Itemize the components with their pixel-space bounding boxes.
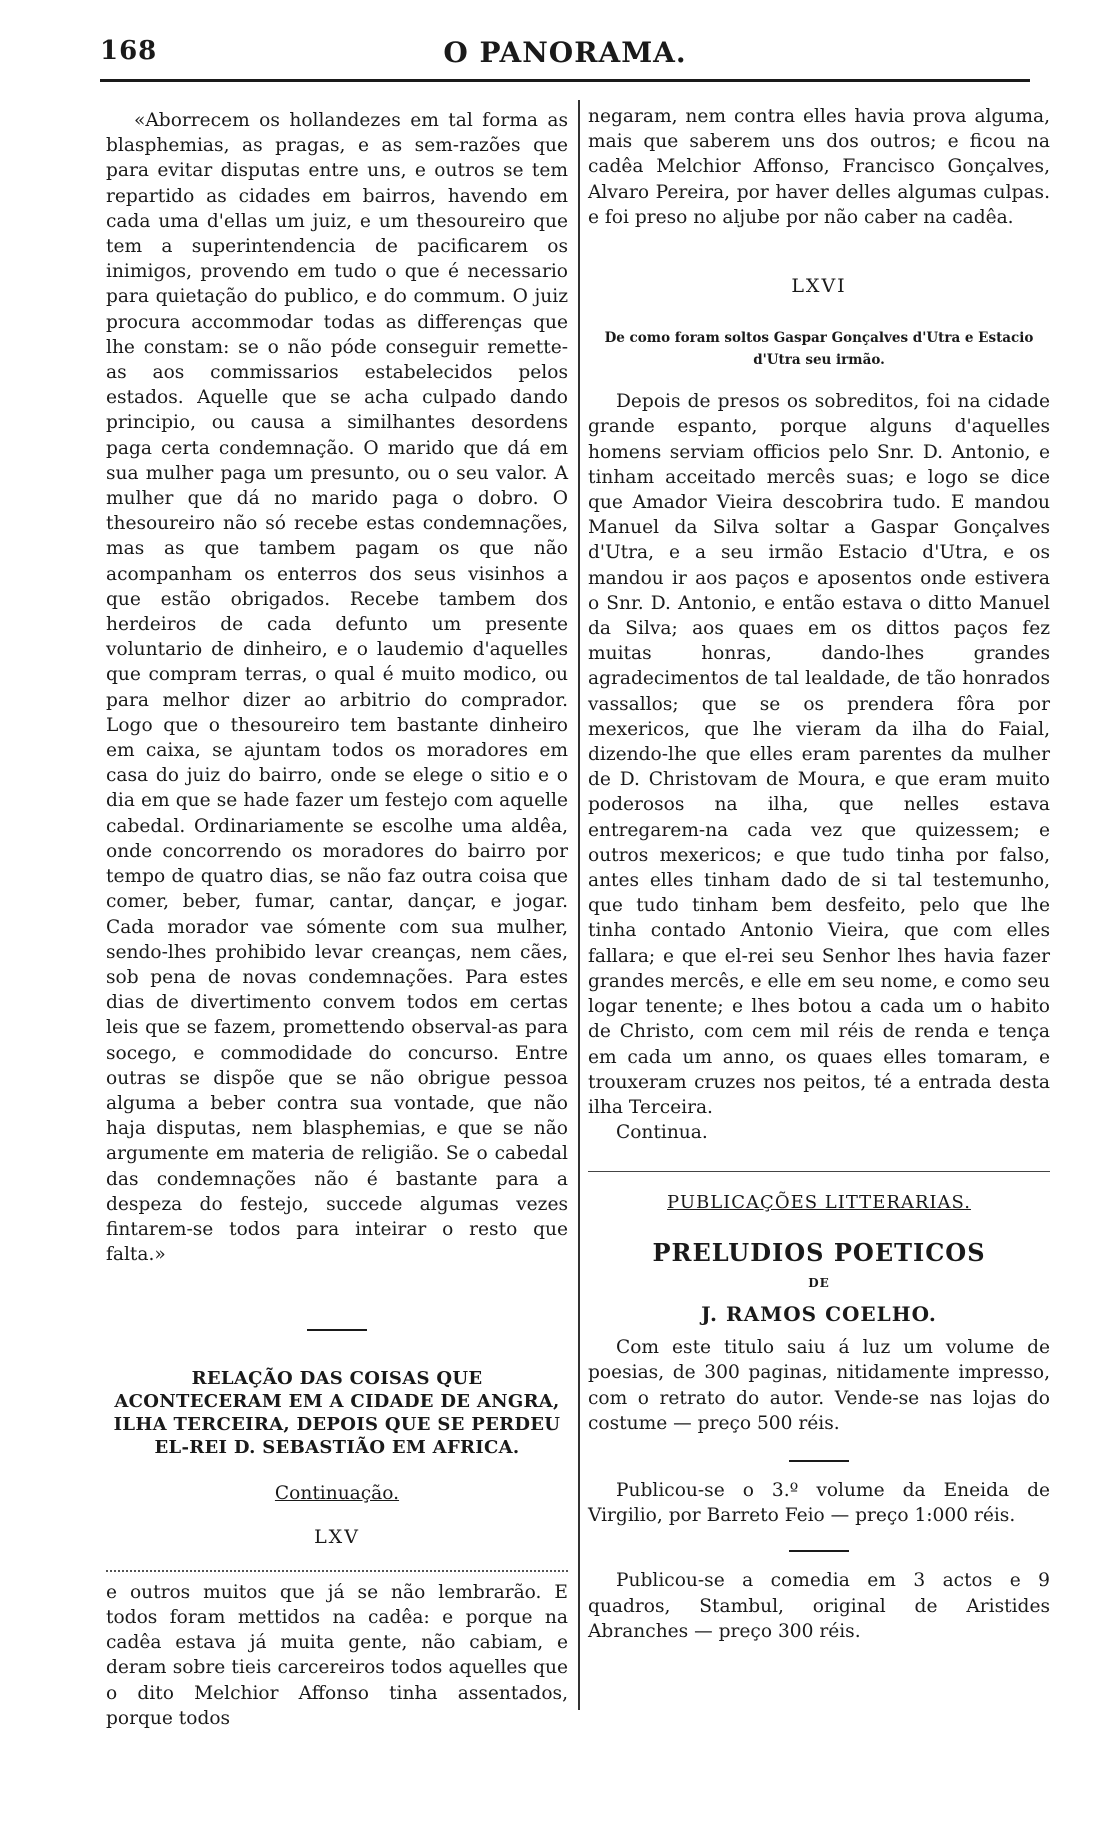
journal-title: O PANORAMA. bbox=[443, 36, 687, 69]
chapter-label-lxvi: LXVI bbox=[791, 275, 847, 298]
chapter-lxvi-paragraph: Depois de presos os sobreditos, foi na cidade grande espanto, porque alguns d'aquelles homens serviam officios pelo Snr. D. Antonio, e tinham acceitado mercês suas; e logo se dice que Amador Vieira descobrira tudo. E mandou Manuel da Silva soltar a Gaspar Gonçalves d'Utra, e a seu irmão Estacio d'Utra, e os mandou ir aos paços e aposentos onde estivera o Snr. D. Antonio, e então estava o ditto Manuel da Silva; aos quaes em os dittos paços fez muitas honras, dando-lhes grandes agradecimentos de tal lealdade, de tão honrados vassallos; que se os prendera fôra por mexericos, que lhe vieram da ilha do Faial, dizendo-lhe que elles eram parentes da mulher de D. Christovam de Moura, e que eram muito poderosos na ilha, que nelles estava entregarem-na cada vez que quizessem; e outros mexericos; e que tudo tinha por falso, antes elles tinham dado de si tal testemunho, que tudo tinham bem desfeito, pelo que lhe tinha contado Antonio Vieira, que com elles fallara; e que el-rei seu Senhor lhes havia fazer grandes mercês, e elle em seu nome, e como seu logar tenente; e lhes botou a cada um o habito de Christo, com cem mil réis de renda e tença em cada um anno, os quaes elles tomaram, e trouxeram cruzes nos peitos, té a entrada desta ilha Terceira. bbox=[588, 391, 1050, 1118]
left-column bbox=[106, 108, 568, 1731]
book-paragraph: Com este titulo saiu á luz um volume de poesias, de 300 paginas, nitidamente impresso, com o retrato do autor. Vende-se nas lojas do costume — preço 500 réis. bbox=[588, 1337, 1050, 1434]
right-column bbox=[588, 104, 1050, 1644]
chapter-subtitle: De como foram soltos Gaspar Gonçalves d'Utra e Estacio d'Utra seu irmão. bbox=[604, 330, 1034, 369]
eneida-paragraph: Publicou-se o 3.º volume da Eneida de Virgilio, por Barreto Feio — preço 1:000 réis. bbox=[588, 1479, 1050, 1527]
chapter-lxv-paragraph: e outros muitos que já se não lembrarão. E todos foram mettidos na cadêa: e porque na cadêa estava já muita gente, não cabiam, e deram sobre tieis carcereiros todos aquelles que o dito Melchior Affonso tinha assentados, porque todos bbox=[106, 1581, 568, 1729]
book-title: PRELUDIOS POETICOS bbox=[652, 1237, 986, 1267]
publications-heading: PUBLICAÇÕES LITTERARIAS. bbox=[667, 1192, 971, 1214]
chapter-label-lxv: LXV bbox=[314, 1525, 360, 1548]
page-number: 168 bbox=[100, 36, 158, 66]
continua-label: Continua. bbox=[616, 1122, 708, 1144]
book-author: J. RAMOS COELHO. bbox=[701, 1301, 937, 1326]
continued-paragraph: negaram, nem contra elles havia prova alguma, mais que saberem uns dos outros; e ficou na cadêa Melchior Affonso, Francisco Gonçalves, Alvaro Pereira, por haver delles algumas culpas. e foi preso no aljube por não caber na cadêa. bbox=[588, 106, 1050, 228]
page-header bbox=[100, 28, 1030, 68]
quote-paragraph: «Aborrecem os hollandezes em tal forma as blasphemias, as pragas, e as sem-razões que para evitar disputas entre uns, e outros se tem repartido as cidades em bairros, havendo em cada uma d'ellas um juiz, e um thesoureiro que tem a superintendencia de pacificarem os inimigos, provendo em tudo o que é necessario para quietação do publico, e do commum. O juiz procura accommodar todas as differenças que lhe constam: se o não póde conseguir remette-as aos commissarios estabelecidos pelos estados. Aquelle que se acha culpado dando principio, ou causa a similhantes desordens paga certa condemnação. O marido que dá em sua mulher paga um presunto, ou o seu valor. A mulher que dá no marido paga o dobro. O thesoureiro não só recebe estas condemnações, mas as que tambem pagam os que não acompanham os enterros dos seus visinhos a que estão obrigados. Recebe tambem dos herdeiros de cada defunto um presente voluntario de dinheiro, e o laudemio d'aquelles que compram terras, o qual é muito modico, ou para melhor dizer ao arbitrio do comprador. Logo que o thesoureiro tem bastante dinheiro em caixa, se ajuntam todos os moradores em casa do juiz do bairro, onde se elege o sitio e o dia em que se hade fazer um festejo com aquelle cabedal. Ordinariamente se escolhe uma aldêa, onde concorrendo os moradores do bairro por tempo de quatro dias, se não faz outra coisa que comer, beber, fumar, cantar, dançar, e jogar. Cada morador vae sómente com sua mulher, sendo-lhes prohibido levar creanças, nem cães, sob pena de novas condemnações. Para estes dias de divertimento convem todos em certas leis que se fazem, promettendo observal-as para socego, e commodidade do concurso. Entre outras se dispõe que se não obrigue pessoa alguma a beber contra sua vontade, que não haja disputas, nem blasphemias, e que se não argumente em materia de religião. Se o cabedal das condemnações não é bastante para a despeza do festejo, succede algumas vezes fintarem-se todos para inteirar o resto que falta.» bbox=[106, 110, 568, 1266]
section-heading: RELAÇÃO DAS COISAS QUE ACONTECERAM EM A CIDADE DE ANGRA, ILHA TERCEIRA, DEPOIS QUE SE PERDEU EL-REI D. SEBASTIÃO EM AFRICA. bbox=[113, 1368, 561, 1459]
column-divider bbox=[578, 100, 580, 1710]
stambul-paragraph: Publicou-se a comedia em 3 actos e 9 quadros, Stambul, original de Aristides Abranches — preço 300 réis. bbox=[588, 1570, 1050, 1642]
book-by: DE bbox=[808, 1275, 830, 1290]
continuation-label: Continuação. bbox=[274, 1483, 400, 1505]
header-rule bbox=[100, 79, 1030, 82]
